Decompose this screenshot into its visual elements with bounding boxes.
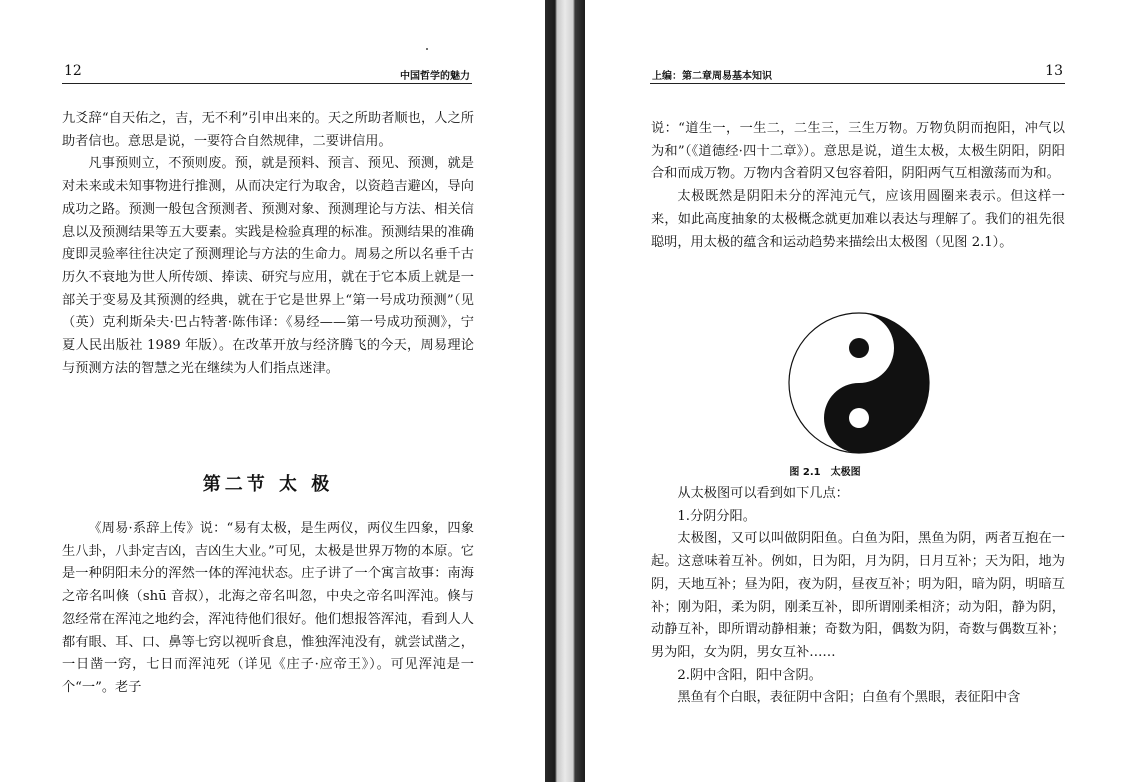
left-body-top bbox=[62, 108, 474, 380]
right-paragraph-1: 说：“道生一，一生二，二生三，三生万物。万物负阴而抱阳，冲气以为和”（《道德经·四十二章》）。意思是说，道生太极，太极生阴阳，阴阳合和而成万物。万物内含着阴又包容着阳，阴阳两气互相激荡而为和。 bbox=[651, 121, 1065, 182]
book-gutter bbox=[545, 0, 585, 782]
right-paragraph-4: 太极图，又可以叫做阴阳鱼。白鱼为阳，黑鱼为阴，两者互抱在一起。这意味着互补。例如，日为阳，月为阴，日月互补；天为阳，地为阴，天地互补；昼为阳，夜为阴，昼夜互补；明为阳，暗为阴，明暗互补；刚为阳，柔为阴，刚柔互补，即所谓刚柔相济；动为阳，静为阴，动静互补，即所谓动静相兼；奇数为阳，偶数为阴，奇数与偶数互补；男为阳，女为阴，男女互补…… bbox=[651, 531, 1065, 660]
right-page bbox=[585, 0, 1129, 782]
white-eye-dot bbox=[849, 408, 869, 428]
section-heading: 第二节 太 极 bbox=[202, 474, 334, 495]
right-paragraph-3: 从太极图可以看到如下几点： bbox=[677, 486, 849, 501]
left-body-bottom bbox=[62, 518, 474, 700]
page-number-right: 13 bbox=[1045, 63, 1063, 79]
left-paragraph-3: 《周易·系辞上传》说：“易有太极，是生两仪，两仪生四象，四象生八卦，八卦定吉凶，吉凶生大业。”可见，太极是世界万物的本原。它是一种阴阳未分的浑然一体的浑沌状态。庄子讲了一个寓言故事：南海之帝名叫倏（shū 音叔），北海之帝名叫忽，中央之帝名叫浑沌。倏与忽经常在浑沌之地约会，浑沌待他们很好。他们想报答浑沌，看到人人都有眼、耳、口、鼻等七窍以视听食息，惟独浑沌没有，就尝试凿之，一日凿一窍，七日而浑沌死（详见《庄子·应帝王》）。可见浑沌是一个“一”。老子 bbox=[62, 521, 474, 695]
black-eye-dot bbox=[849, 338, 869, 358]
page-number-left: 12 bbox=[64, 63, 82, 79]
right-body-top bbox=[651, 118, 1065, 254]
point-1: 1.分阴分阳。 bbox=[677, 508, 756, 524]
right-page-header bbox=[650, 63, 1065, 84]
left-page-header bbox=[62, 63, 472, 84]
left-paragraph-2: 凡事预则立，不预则废。预，就是预料、预言、预见、预测，就是对未来或未知事物进行推测，从而决定行为取舍，以资趋吉避凶，导向成功之路。预测一般包含预测者、预测对象、预测理论与方法、相关信息以及预测结果等五大要素。实践是检验真理的标准。预测结果的准确度即灵验率往往决定了预测理论与方法的生命力。周易之所以名垂千古历久不衰地为世人所传颂、捧读、研究与应用，就在于它本质上就是一部关于变易及其预测的经典，就在于它是世界上“第一号成功预测”（见（英）克利斯朵夫·巴占特著·陈伟译：《易经——第一号成功预测》，宁夏人民出版社 1989 年版）。在改革开放与经济腾飞的今天，周易理论与预测方法的智慧之光在继续为人们指点迷津。 bbox=[62, 156, 474, 376]
right-paragraph-5: 黑鱼有个白眼，表征阴中含阳；白鱼有个黑眼，表征阳中含 bbox=[677, 690, 1021, 706]
figure-caption: 图 2.1 太极图 bbox=[789, 467, 861, 478]
left-paragraph-1: 九爻辞“自天佑之，吉，无不利”引申出来的。天之所助者顺也，人之所助者信也。意思是说，一要符合自然规律，二要讲信用。 bbox=[62, 111, 474, 149]
point-2: 2.阴中含阳，阳中含阴。 bbox=[677, 667, 822, 683]
left-header-title: 中国哲学的魅力 bbox=[400, 71, 470, 82]
right-header-title: 上编：第二章周易基本知识 bbox=[652, 71, 772, 82]
taiji-diagram bbox=[787, 311, 931, 455]
right-paragraph-2: 太极既然是阴阳未分的浑沌元气，应该用圆圈来表示。但这样一来，如此高度抽象的太极概念就更加难以表达与理解了。我们的祖先很聪明，用太极的蕴含和运动趋势来描绘出太极图（见图 2.1）。 bbox=[651, 189, 1065, 250]
left-page bbox=[0, 0, 545, 782]
right-body-bottom bbox=[651, 483, 1065, 710]
scan-speck bbox=[426, 48, 428, 50]
